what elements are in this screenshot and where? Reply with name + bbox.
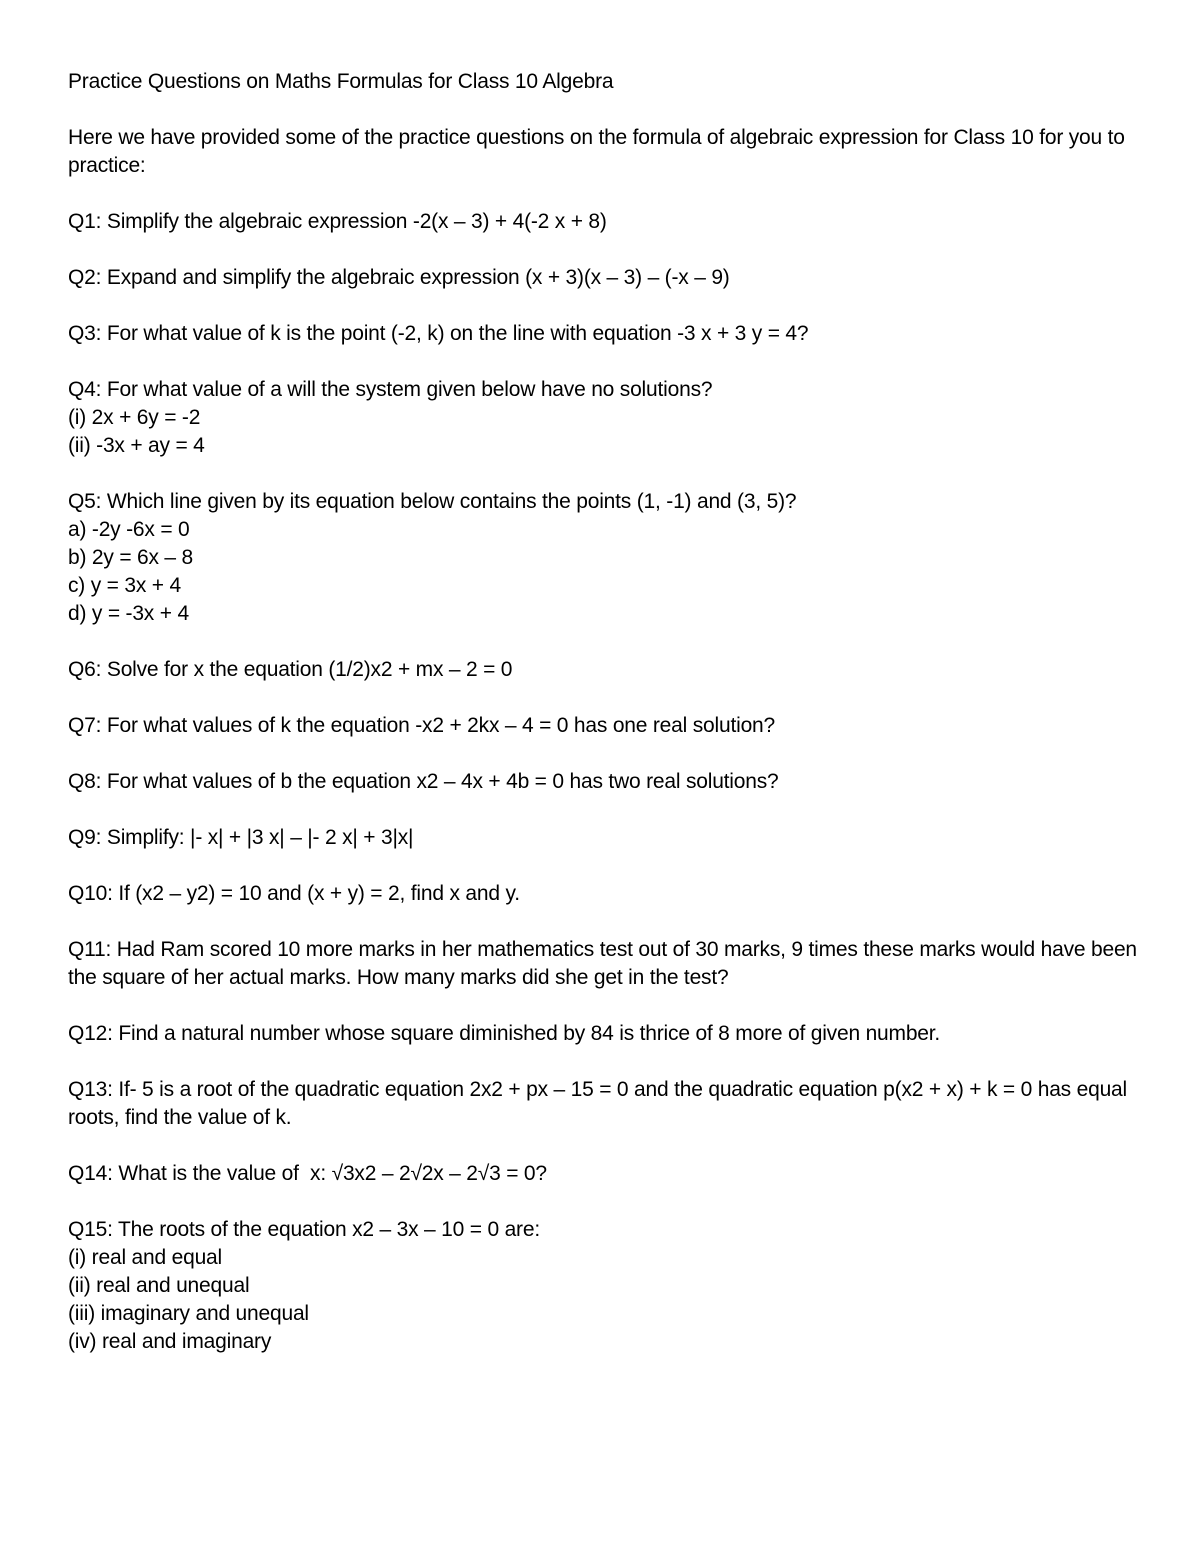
question-1 <box>68 208 1158 236</box>
question-10 <box>68 880 1158 908</box>
question-text: Q14: What is the value of x: √3x2 – 2√2x – 2√3 = 0? <box>68 1162 547 1185</box>
question-14 <box>68 1160 1158 1188</box>
question-text: Q4: For what value of a will the system given below have no solutions? <box>68 378 713 401</box>
question-text: Q1: Simplify the algebraic expression -2(x – 3) + 4(-2 x + 8) <box>68 210 607 233</box>
question-13 <box>68 1076 1158 1132</box>
document-page <box>68 68 1158 1384</box>
intro-paragraph: Here we have provided some of the practice questions on the formula of algebraic expression for Class 10 for you to practice: <box>68 126 1125 177</box>
question-option: (i) 2x + 6y = -2 <box>68 406 201 429</box>
question-2 <box>68 264 1158 292</box>
question-15 <box>68 1216 1158 1356</box>
question-option: (ii) real and unequal <box>68 1274 250 1297</box>
question-text: Q2: Expand and simplify the algebraic expression (x + 3)(x – 3) – (-x – 9) <box>68 266 730 289</box>
question-text: Q8: For what values of b the equation x2 – 4x + 4b = 0 has two real solutions? <box>68 770 779 793</box>
question-9 <box>68 824 1158 852</box>
question-option: c) y = 3x + 4 <box>68 574 181 597</box>
question-4 <box>68 376 1158 460</box>
question-text: Q5: Which line given by its equation below contains the points (1, -1) and (3, 5)? <box>68 490 797 513</box>
question-option: a) -2y -6x = 0 <box>68 518 190 541</box>
page-title: Practice Questions on Maths Formulas for Class 10 Algebra <box>68 70 614 93</box>
question-option: d) y = -3x + 4 <box>68 602 189 625</box>
question-text: Q9: Simplify: |- x| + |3 x| – |- 2 x| + 3|x| <box>68 826 414 849</box>
question-text: Q15: The roots of the equation x2 – 3x – 10 = 0 are: <box>68 1218 540 1241</box>
question-text: Q7: For what values of k the equation -x2 + 2kx – 4 = 0 has one real solution? <box>68 714 776 737</box>
question-12 <box>68 1020 1158 1048</box>
question-text: Q6: Solve for x the equation (1/2)x2 + mx – 2 = 0 <box>68 658 513 681</box>
question-option: (ii) -3x + ay = 4 <box>68 434 205 457</box>
question-option: (iii) imaginary and unequal <box>68 1302 309 1325</box>
question-3 <box>68 320 1158 348</box>
question-text: Q13: If- 5 is a root of the quadratic equation 2x2 + px – 15 = 0 and the quadratic equation p(x2 + x) + k = 0 has equal roots, find the value of k. <box>68 1078 1133 1129</box>
question-11 <box>68 936 1158 992</box>
question-option: (i) real and equal <box>68 1246 222 1269</box>
question-text: Q3: For what value of k is the point (-2, k) on the line with equation -3 x + 3 y = 4? <box>68 322 809 345</box>
question-option: b) 2y = 6x – 8 <box>68 546 194 569</box>
question-text: Q11: Had Ram scored 10 more marks in her mathematics test out of 30 marks, 9 times these marks would have been the square of her actual marks. How many marks did she get in the test? <box>68 938 1143 989</box>
question-8 <box>68 768 1158 796</box>
question-5 <box>68 488 1158 628</box>
question-7 <box>68 712 1158 740</box>
question-text: Q12: Find a natural number whose square diminished by 84 is thrice of 8 more of given number. <box>68 1022 941 1045</box>
question-text: Q10: If (x2 – y2) = 10 and (x + y) = 2, find x and y. <box>68 882 520 905</box>
question-list <box>68 208 1158 1356</box>
question-option: (iv) real and imaginary <box>68 1330 272 1353</box>
question-6 <box>68 656 1158 684</box>
